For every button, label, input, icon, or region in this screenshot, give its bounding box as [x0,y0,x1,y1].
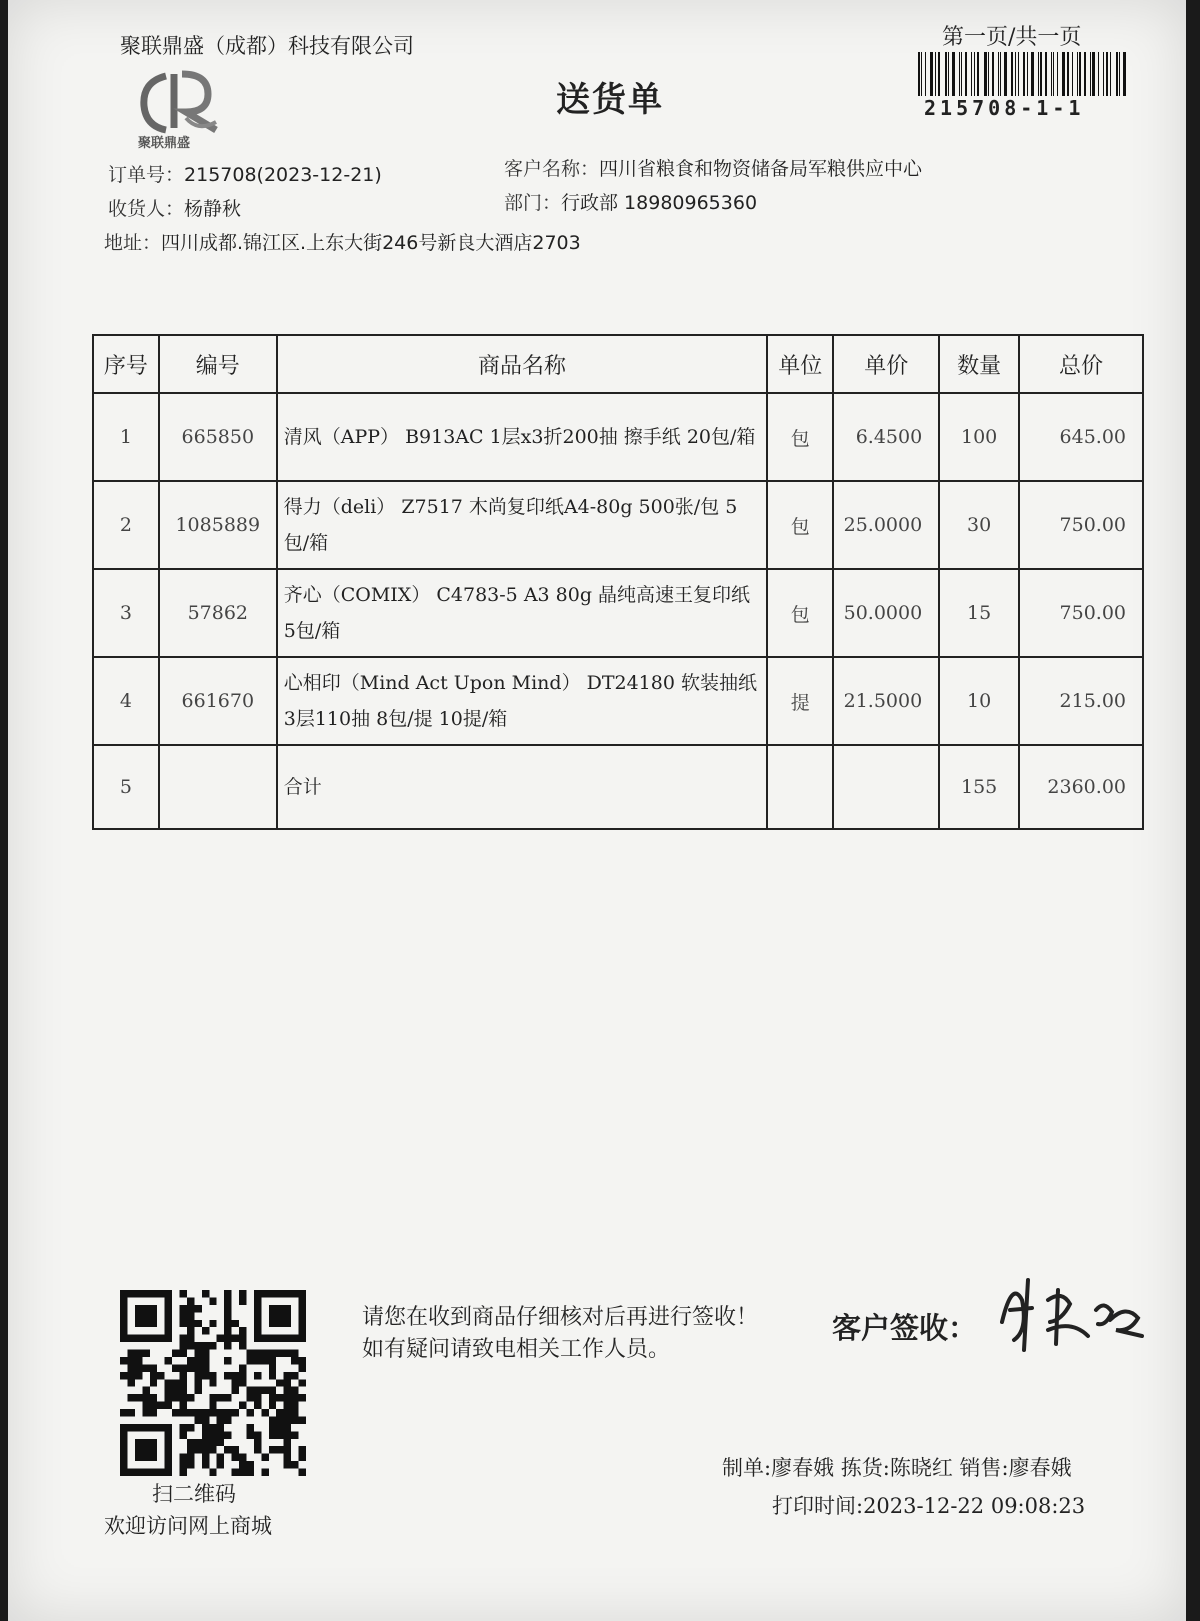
order-number-value: 215708(2023-12-21) [184,164,382,186]
row-seq: 4 [93,657,159,745]
department [504,188,757,215]
row-unit: 包 [767,569,833,657]
staff-info: 制单:廖春娥 拣货:陈晓红 销售:廖春娥 [722,1456,1072,1480]
row-product-name: 齐心（COMIX） C4783-5 A3 80g 晶纯高速王复印纸 5包/箱 [277,569,768,657]
row-unit-price: 21.5000 [833,657,939,745]
department-label: 部门： [504,192,562,214]
table-header-row [93,335,1143,393]
row-seq: 3 [93,569,159,657]
page-info: 第一页/共一页 [942,25,1082,50]
row-unit: 包 [767,481,833,569]
customer-name [504,154,922,181]
row-unit-price: 6.4500 [833,393,939,481]
receiver-label: 收货人： [108,198,185,220]
row-quantity: 10 [939,657,1019,745]
row-total: 215.00 [1019,657,1143,745]
header-unit: 单位 [767,335,833,393]
table-row [93,569,1143,657]
order-number [108,160,382,187]
customer-sign-label: 客户签收： [832,1311,978,1345]
customer-signature [992,1260,1152,1360]
row-product-name: 得力（deli） Z7517 木尚复印纸A4-80g 500张/包 5包/箱 [277,481,768,569]
qr-caption-welcome: 欢迎访问网上商城 [104,1514,272,1538]
row-code: 661670 [159,657,277,745]
row-unit-price: 25.0000 [833,481,939,569]
table-row [93,393,1143,481]
receiver [108,194,241,221]
row-code: 1085889 [159,481,277,569]
total-row [93,745,1143,829]
row-unit: 包 [767,393,833,481]
department-value: 行政部 18980965360 [561,192,758,214]
header-product-name: 商品名称 [277,335,768,393]
total-code-empty [159,745,277,829]
row-quantity: 15 [939,569,1019,657]
header-code: 编号 [159,335,277,393]
total-seq: 5 [93,745,159,829]
row-unit: 提 [767,657,833,745]
total-price-empty [833,745,939,829]
row-seq: 1 [93,393,159,481]
print-time: 打印时间:2023-12-22 09:08:23 [772,1494,1086,1518]
row-quantity: 30 [939,481,1019,569]
total-unit-empty [767,745,833,829]
header-total: 总价 [1019,335,1143,393]
address-label: 地址： [104,232,162,254]
total-quantity: 155 [939,745,1019,829]
company-name: 聚联鼎盛（成都）科技有限公司 [120,34,414,58]
address-value: 四川成都.锦江区.上东大街246号新良大酒店2703 [161,232,581,254]
header-seq: 序号 [93,335,159,393]
table-row [93,657,1143,745]
customer-value: 四川省粮食和物资储备局军粮供应中心 [599,158,923,180]
customer-label: 客户名称： [504,158,600,180]
logo-text: 聚联鼎盛 [138,136,191,151]
row-code: 665850 [159,393,277,481]
document-title: 送货单 [556,80,664,120]
row-total: 645.00 [1019,393,1143,481]
sign-notice: 请您在收到商品仔细核对后再进行签收！如有疑问请致电相关工作人员。 [362,1305,759,1362]
header-quantity: 数量 [939,335,1019,393]
row-code: 57862 [159,569,277,657]
row-product-name: 清风（APP） B913AC 1层x3折200抽 擦手纸 20包/箱 [277,393,768,481]
table-row [93,481,1143,569]
row-product-name: 心相印（Mind Act Upon Mind） DT24180 软装抽纸 3层110抽 8包/提 10提/箱 [277,657,768,745]
row-total: 750.00 [1019,569,1143,657]
header-unit-price: 单价 [833,335,939,393]
row-total: 750.00 [1019,481,1143,569]
receiver-value: 杨静秋 [184,198,242,220]
total-amount: 2360.00 [1019,745,1143,829]
row-quantity: 100 [939,393,1019,481]
qr-caption-scan: 扫二维码 [152,1482,236,1506]
row-unit-price: 50.0000 [833,569,939,657]
order-number-label: 订单号： [108,164,185,186]
row-seq: 2 [93,481,159,569]
qr-code-icon[interactable] [120,1290,306,1476]
items-table [92,334,1144,830]
total-label: 合计 [277,745,768,829]
delivery-note-paper [8,0,1186,1621]
address [104,228,581,255]
barcode-number: 215708-1-1 [924,96,1085,120]
barcode [918,52,1130,96]
